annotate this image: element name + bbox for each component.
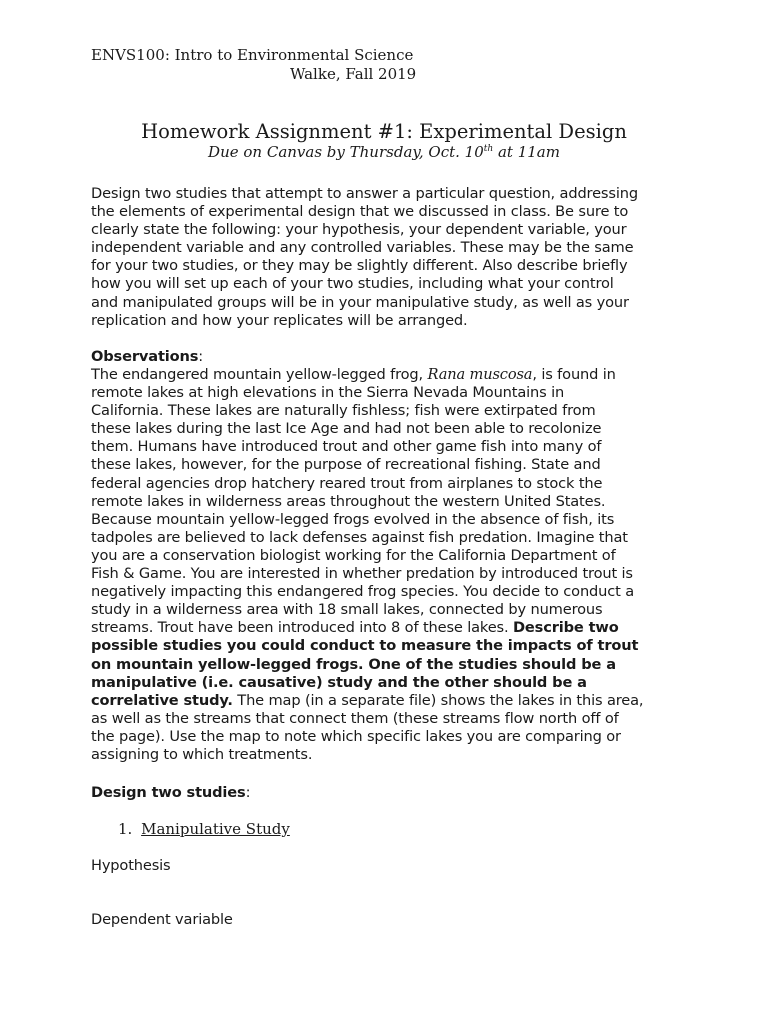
- due-sup: th: [483, 144, 494, 154]
- course-name: ENVS100: Intro to Environmental Science: [91, 46, 414, 64]
- list-number: 1.: [118, 820, 133, 838]
- design-heading: [91, 784, 691, 802]
- obs-line: Because mountain yellow-legged frogs evolved in the absence of fish, its: [91, 510, 615, 528]
- design-heading-colon: :: [245, 784, 251, 801]
- obs-line19-plain: The map (in a separate file) shows the lakes in this area,: [232, 691, 644, 709]
- due-date: [0, 143, 768, 161]
- obs-bold-line: possible studies you could conduct to measure the impacts of trout: [91, 637, 639, 655]
- obs-line: study in a wilderness area with 18 small lakes, connected by numerous: [91, 601, 603, 619]
- obs-line: remote lakes in wilderness areas throughout the western United States.: [91, 492, 606, 510]
- obs-line: negatively impacting this endangered frog species. You decide to conduct a: [91, 583, 634, 601]
- intro-line: Design two studies that attempt to answer a particular question, addressing: [91, 185, 638, 202]
- obs-line: assigning to which treatments.: [91, 745, 313, 763]
- due-prefix: Due on Canvas by Thursday, Oct. 10: [208, 143, 484, 161]
- intro-line: independent variable and any controlled variables. These may be the same: [91, 239, 634, 257]
- obs-line: Fish & Game. You are interested in whether predation by introduced trout is: [91, 565, 633, 583]
- intro-line: how you will set up each of your two studies, including what your control: [91, 275, 614, 293]
- observations-paragraph: [91, 366, 691, 764]
- due-suffix: at 11am: [493, 143, 560, 161]
- intro-line: clearly state the following: your hypothesis, your dependent variable, your: [91, 221, 627, 239]
- intro-line: for your two studies, or they may be slightly different. Also describe briefly: [91, 257, 628, 275]
- observations-heading-text: Observations: [91, 348, 199, 365]
- obs-line15-bold: Describe two: [512, 619, 619, 637]
- obs-line1-pre: The endangered mountain yellow-legged frog,: [91, 366, 428, 383]
- obs-line: [91, 619, 691, 637]
- obs-line: them. Humans have introduced trout and other game fish into many of: [91, 438, 602, 456]
- obs-line: as well as the streams that connect them (these streams flow north off of: [91, 709, 619, 727]
- obs-line: tadpoles are believed to lack defenses against fish predation. Imagine that: [91, 528, 628, 546]
- instructor-term: Walke, Fall 2019: [290, 65, 417, 83]
- obs-line15-plain: streams. Trout have been introduced into 8 of these lakes.: [91, 619, 513, 637]
- obs-line1-post: , is found in: [532, 366, 616, 383]
- obs-bold-line: on mountain yellow-legged frogs. One of the studies should be a: [91, 655, 616, 673]
- obs-line: California. These lakes are naturally fishless; fish were extirpated from: [91, 402, 596, 420]
- obs-bold-line: manipulative (i.e. causative) study and the other should be a: [91, 673, 587, 691]
- obs-line: [91, 366, 691, 384]
- dependent-variable-label: Dependent variable: [91, 911, 233, 928]
- obs-line: the page). Use the map to note which specific lakes you are comparing or: [91, 727, 621, 745]
- species-name: Rana muscosa: [427, 366, 533, 383]
- observations-heading: [91, 348, 691, 366]
- list-item-manipulative-study: [118, 820, 290, 838]
- obs-line19-bold: correlative study.: [91, 691, 233, 709]
- obs-line: [91, 692, 691, 710]
- assignment-title: Homework Assignment #1: Experimental Design: [141, 120, 627, 143]
- obs-line: remote lakes at high elevations in the Sierra Nevada Mountains in: [91, 384, 565, 402]
- intro-paragraph: [91, 185, 691, 330]
- intro-line: replication and how your replicates will be arranged.: [91, 311, 468, 329]
- design-heading-text: Design two studies: [91, 784, 246, 801]
- obs-line: you are a conservation biologist working for the California Department of: [91, 546, 616, 564]
- observations-heading-colon: :: [198, 348, 204, 365]
- intro-line: the elements of experimental design that we discussed in class. Be sure to: [91, 203, 629, 221]
- hypothesis-label: Hypothesis: [91, 857, 171, 874]
- list-label: Manipulative Study: [141, 820, 290, 838]
- intro-line: and manipulated groups will be in your manipulative study, as well as your: [91, 293, 629, 311]
- obs-line: these lakes, however, for the purpose of recreational fishing. State and: [91, 456, 601, 474]
- obs-line: federal agencies drop hatchery reared trout from airplanes to stock the: [91, 474, 603, 492]
- obs-line: these lakes during the last Ice Age and had not been able to recolonize: [91, 420, 602, 438]
